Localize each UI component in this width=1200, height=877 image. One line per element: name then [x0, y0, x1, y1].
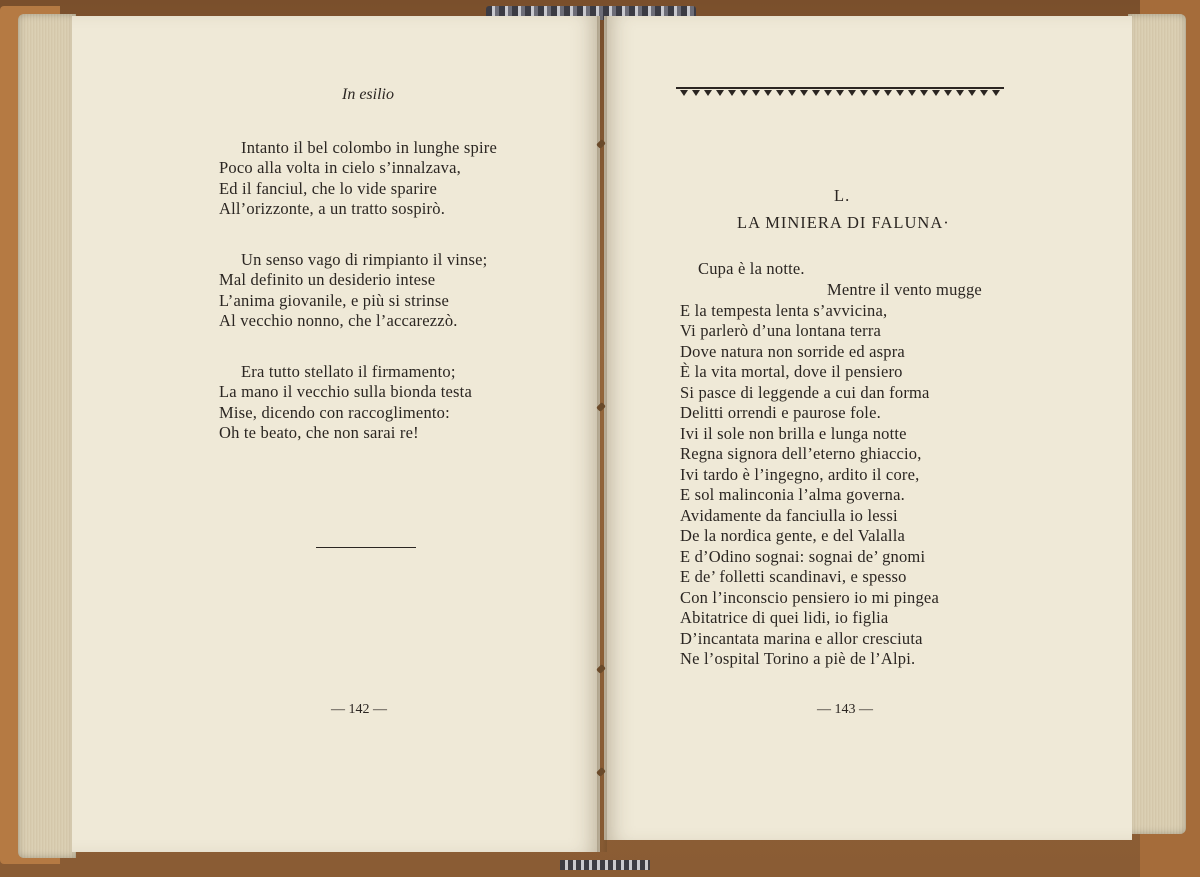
verse-line: Delitti orrendi e paurose fole.	[680, 403, 881, 422]
verse-line: Dove natura non sorride ed aspra	[680, 342, 905, 361]
verse-line: All’orizzonte, a un tratto sospirò.	[219, 199, 446, 218]
verse-line: Intanto il bel colombo in lunghe spire	[241, 138, 497, 157]
verse-line: E sol malinconia l’alma governa.	[680, 485, 905, 504]
verse-line: È la vita mortal, dove il pensiero	[680, 362, 903, 381]
verse-line: Regna signora dell’eterno ghiaccio,	[680, 444, 922, 463]
verse-line: E d’Odino sognai: sognai de’ gnomi	[680, 547, 926, 566]
verse-line: Mise, dicendo con raccoglimento:	[219, 403, 450, 422]
page-edges-left	[18, 14, 76, 858]
verse-line: Oh te beato, che non sarai re!	[219, 423, 419, 442]
verse-line: Ivi il sole non brilla e lunga notte	[680, 424, 907, 443]
page-edges-right	[1128, 14, 1186, 834]
running-head: In esilio	[342, 86, 394, 103]
verse-line-opening: Cupa è la notte.	[698, 259, 805, 278]
verse-line: Abitatrice di quei lidi, io figlia	[680, 608, 889, 627]
chapter-number: L.	[834, 186, 851, 205]
verse-line: Avidamente da fanciulla io lessi	[680, 506, 898, 525]
verse-line: Al vecchio nonno, che l’accarezzò.	[219, 311, 458, 330]
verse-line: Vi parlerò d’una lontana terra	[680, 321, 882, 340]
verse-line: Mal definito un desiderio intese	[219, 270, 436, 289]
verse-line: Poco alla volta in cielo s’innalzava,	[219, 158, 461, 177]
verse-line-indented: Mentre il vento mugge	[827, 280, 982, 299]
verse-line: Un senso vago di rimpianto il vinse;	[241, 250, 488, 269]
page-number-right: — 143 —	[817, 702, 873, 717]
tailband	[560, 860, 650, 870]
verse-line: L’anima giovanile, e più si strinse	[219, 291, 450, 310]
verse-line: E la tempesta lenta s’avvicina,	[680, 301, 888, 320]
section-rule	[316, 547, 416, 548]
chapter-title: LA MINIERA DI FALUNA·	[737, 213, 950, 232]
verse-line: Ne l’ospital Torino a piè de l’Alpi.	[680, 649, 916, 668]
verse-line: Ivi tardo è l’ingegno, ardito il core,	[680, 465, 920, 484]
verse-line: Ed il fanciul, che lo vide sparire	[219, 179, 438, 198]
verse-line: Con l’inconscio pensiero io mi pingea	[680, 588, 939, 607]
verse-line: E de’ folletti scandinavi, e spesso	[680, 567, 907, 586]
verse-line: D’incantata marina e allor cresciuta	[680, 629, 923, 648]
decorative-ornament-band	[676, 87, 1004, 99]
verse-line: Era tutto stellato il firmamento;	[241, 362, 456, 381]
verse-line: De la nordica gente, e del Valalla	[680, 526, 906, 545]
verse-line: La mano il vecchio sulla bionda testa	[219, 382, 472, 401]
verse-line: Si pasce di leggende a cui dan forma	[680, 383, 930, 402]
page-number-left: — 142 —	[331, 702, 387, 717]
